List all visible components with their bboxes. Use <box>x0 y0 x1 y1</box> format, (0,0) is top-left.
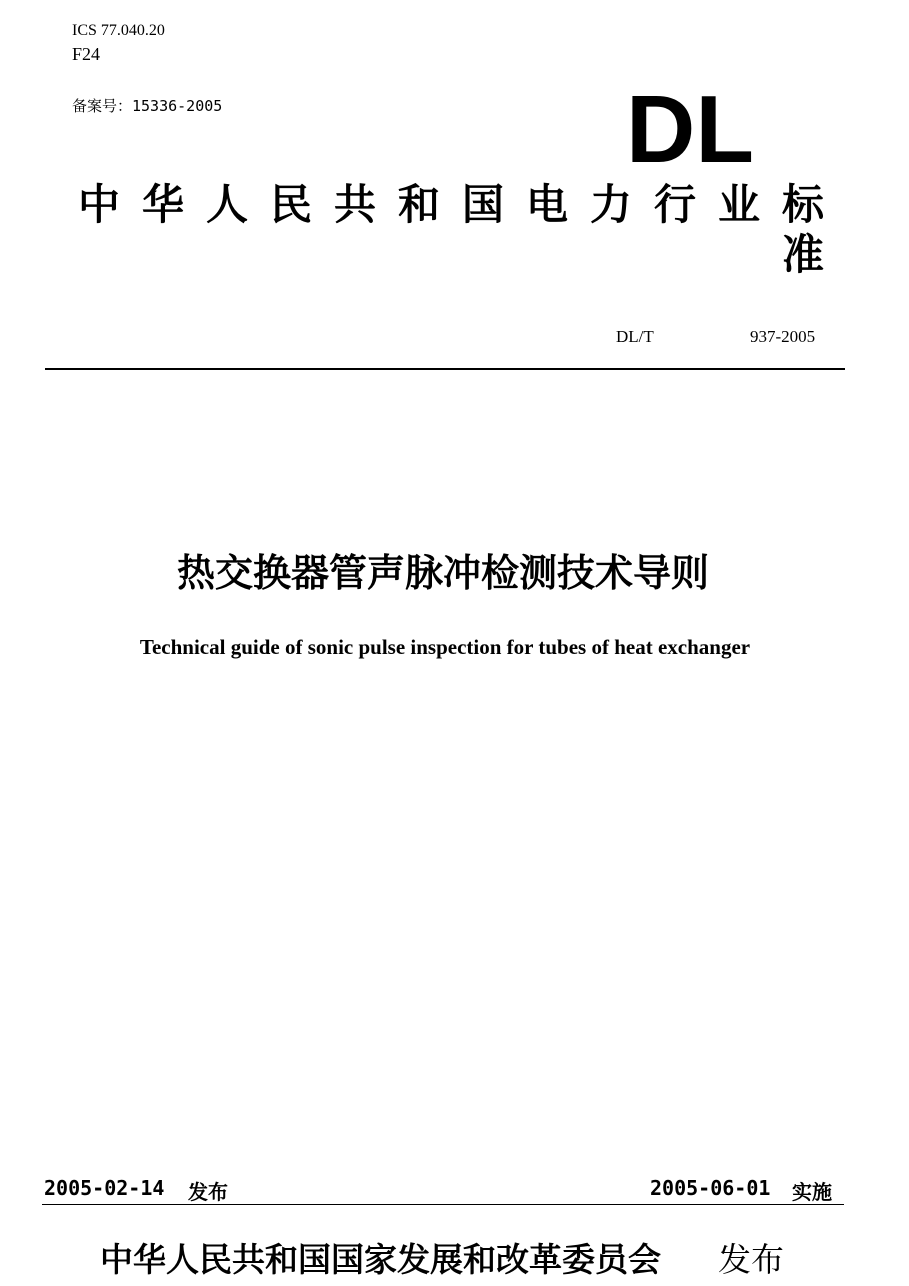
implementation-date: 2005-06-01 <box>650 1176 771 1200</box>
document-title-chinese: 热交换器管声脉冲检测技术导则 <box>176 551 709 595</box>
standard-number-prefix: DL/T <box>616 327 654 346</box>
publisher-name: 中华人民共和国国家发展和改革委员会 <box>100 1240 661 1279</box>
ccs-code: F24 <box>72 44 101 64</box>
standard-category-title: 中华人民共和国电力行业标准 <box>78 180 847 279</box>
record-number: 备案号：15336-2005 <box>72 97 223 115</box>
publish-label: 发布 <box>718 1240 784 1279</box>
implementation-label: 实施 <box>792 1180 832 1204</box>
dl-logo: DL <box>626 76 754 183</box>
standard-number: 937-2005 <box>750 327 816 346</box>
issue-label: 发布 <box>188 1180 228 1204</box>
bottom-divider <box>42 1204 844 1205</box>
ics-code: ICS 77.040.20 <box>72 22 165 39</box>
top-divider <box>45 368 845 370</box>
issue-date: 2005-02-14 <box>44 1176 165 1200</box>
document-title-english: Technical guide of sonic pulse inspection for tubes of heat exchanger <box>139 635 751 659</box>
